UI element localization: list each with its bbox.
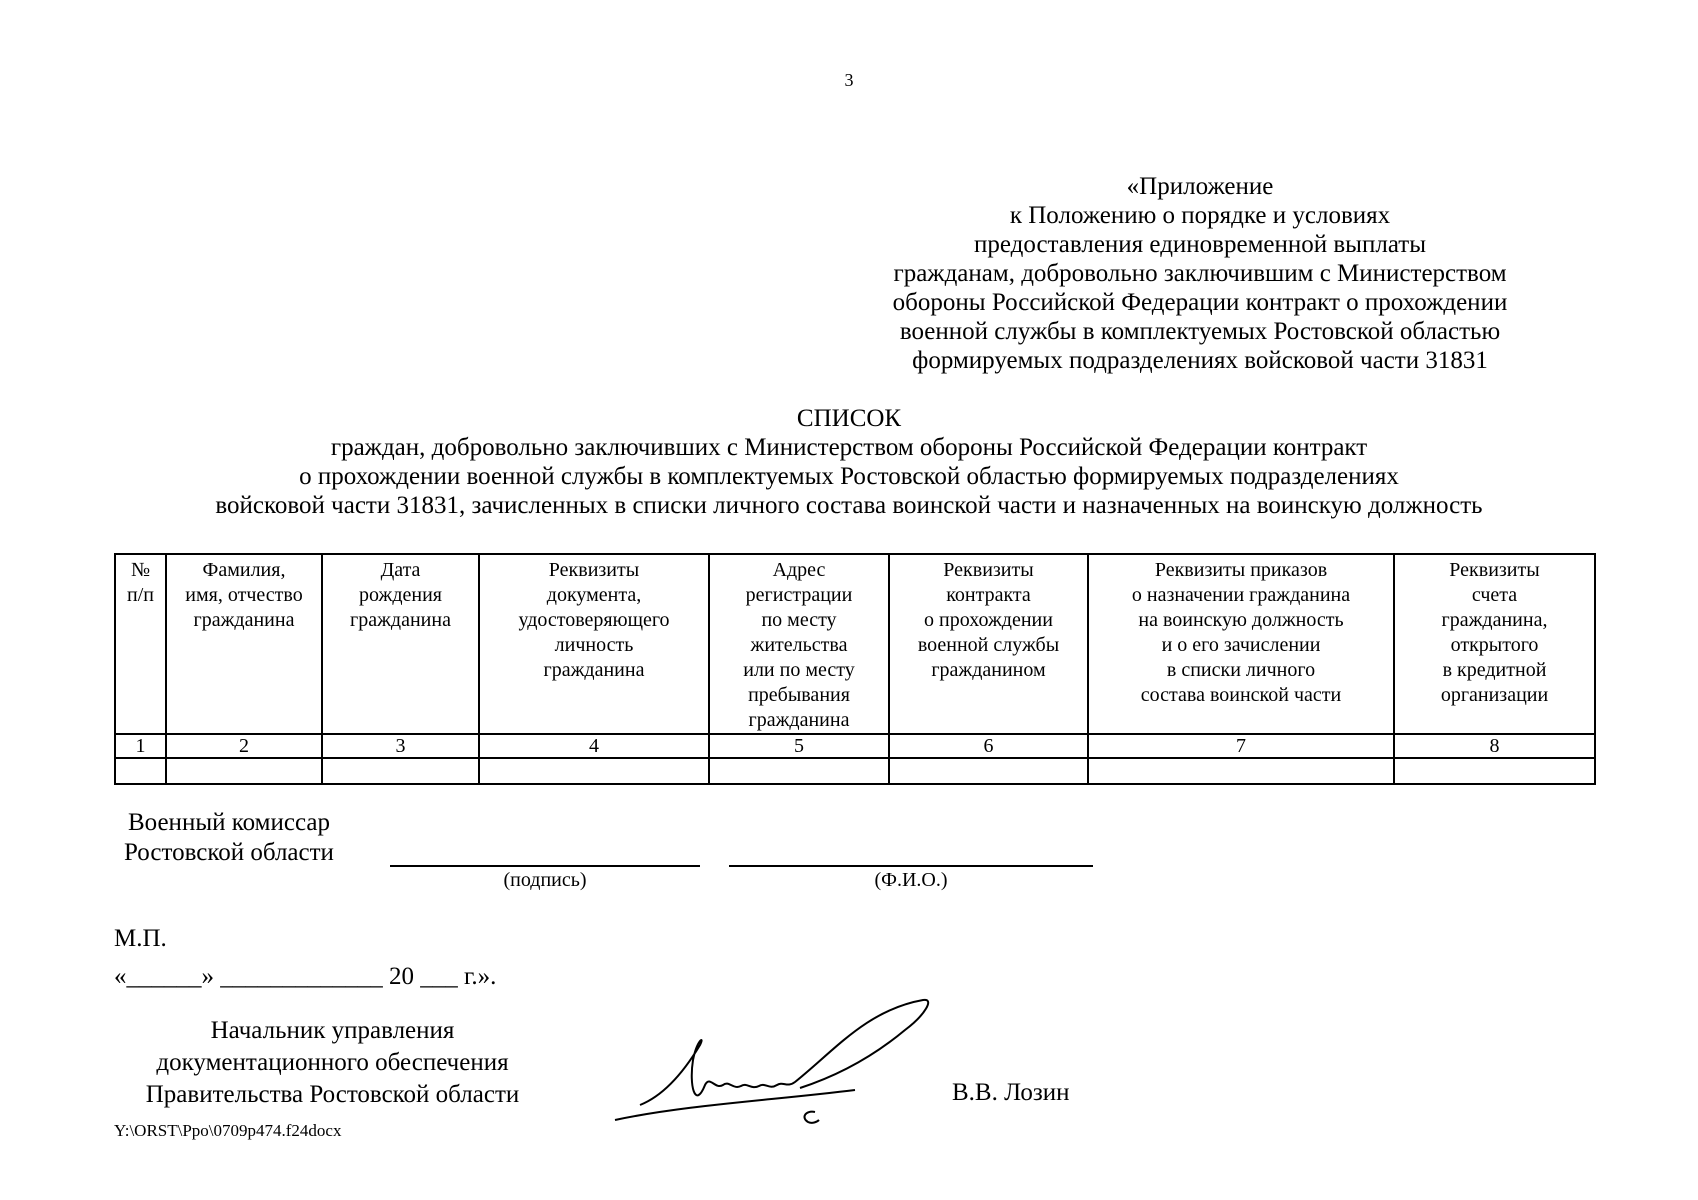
column-number: 7 — [1088, 734, 1394, 758]
header-cell — [1394, 554, 1595, 734]
name-caption: (Ф.И.О.) — [874, 869, 948, 891]
appendix-line: предоставления единовременной выплаты — [973, 231, 1427, 258]
header-line: контракта — [946, 584, 1031, 606]
appendix-line: военной службы в комплектуемых Ростовской областью — [899, 318, 1501, 345]
header-line: Реквизиты — [943, 559, 1034, 581]
list-heading — [0, 404, 1698, 520]
chief-name: В.В. Лозин — [952, 1079, 1070, 1106]
column-number: 3 — [322, 734, 479, 758]
header-line: рождения — [359, 584, 442, 606]
header-line: на воинскую должность — [1138, 609, 1344, 631]
column-number: 8 — [1394, 734, 1595, 758]
table-cell — [889, 758, 1088, 784]
header-line: Дата — [380, 559, 421, 581]
table-cell — [115, 758, 166, 784]
column-number: 4 — [479, 734, 709, 758]
citizens-table — [114, 553, 1596, 785]
table-cell — [1088, 758, 1394, 784]
header-line: пребывания — [748, 684, 850, 706]
header-line: гражданина — [543, 659, 645, 681]
header-cell — [322, 554, 479, 734]
list-title: СПИСОК — [796, 405, 902, 432]
header-cell — [1088, 554, 1394, 734]
table-header-row — [115, 554, 1595, 734]
header-line: гражданином — [931, 659, 1046, 681]
appendix-line: формируемых подразделениях войсковой части 31831 — [912, 347, 1488, 374]
chief-title-line: Правительства Ростовской области — [145, 1081, 520, 1108]
column-number: 1 — [115, 734, 166, 758]
header-line: открытого — [1450, 634, 1539, 656]
header-line: состава воинской части — [1140, 684, 1342, 706]
header-line: удостоверяющего — [518, 609, 670, 631]
table-cell — [479, 758, 709, 784]
header-line: в списки личного — [1166, 659, 1316, 681]
header-line: по месту — [761, 609, 837, 631]
stamp-label: М.П. — [114, 925, 167, 952]
table-cell — [1394, 758, 1595, 784]
signature-caption: (подпись) — [503, 869, 587, 891]
header-line: гражданина — [193, 609, 295, 631]
commissar-title-line: Военный комиссар — [127, 809, 330, 836]
stamp-and-date — [114, 920, 496, 996]
header-line: имя, отчество — [185, 584, 303, 606]
header-line: личность — [554, 634, 634, 656]
header-line: в кредитной — [1442, 659, 1547, 681]
chief-title-line: документационного обеспечения — [156, 1049, 509, 1076]
header-line: гражданина — [350, 609, 451, 631]
header-cell — [709, 554, 889, 734]
handwritten-signature — [605, 990, 945, 1140]
table-cell — [322, 758, 479, 784]
header-cell — [479, 554, 709, 734]
header-line: документа, — [546, 584, 642, 606]
header-cell — [889, 554, 1088, 734]
header-line: счета — [1471, 584, 1518, 606]
column-number-row — [115, 734, 1595, 758]
header-line: Реквизиты — [1449, 559, 1540, 581]
chief-title — [110, 1015, 555, 1111]
commissar-title-line: Ростовской области — [124, 839, 334, 866]
date-line: «______» _____________ 20 ___ г.». — [114, 963, 497, 990]
header-line: Фамилия, — [202, 559, 286, 581]
header-line: Реквизиты — [548, 559, 640, 581]
header-line: о назначении гражданина — [1131, 584, 1351, 606]
header-line: гражданина — [748, 709, 850, 731]
name-line — [729, 865, 1093, 867]
appendix-header — [840, 172, 1560, 375]
header-line: Адрес — [772, 559, 826, 581]
table-cell — [166, 758, 322, 784]
table-cell — [709, 758, 889, 784]
appendix-line: обороны Российской Федерации контракт о прохождении — [892, 289, 1508, 316]
signature-line — [390, 865, 700, 867]
list-subtitle-line: войсковой части 31831, зачисленных в списки личного состава воинской части и назначенных на воинскую должность — [215, 492, 1483, 519]
column-number: 2 — [166, 734, 322, 758]
header-line: № — [130, 559, 151, 581]
chief-title-line: Начальник управления — [210, 1017, 455, 1044]
header-line: о прохождении — [924, 609, 1053, 631]
header-cell — [166, 554, 322, 734]
column-number: 5 — [709, 734, 889, 758]
file-path: Y:\ORST\Ppo\0709p474.f24docx — [114, 1121, 342, 1140]
appendix-line: к Положению о порядке и условиях — [1009, 202, 1391, 229]
table-row — [115, 758, 1595, 784]
list-subtitle-line: о прохождении военной службы в комплектуемых Ростовской областью формируемых подразделениях — [299, 463, 1399, 490]
header-cell — [115, 554, 166, 734]
header-line: п/п — [127, 584, 154, 606]
header-line: гражданина, — [1441, 609, 1548, 631]
header-line: организации — [1440, 684, 1549, 706]
column-number: 6 — [889, 734, 1088, 758]
header-line: военной службы — [917, 634, 1060, 656]
commissar-title — [124, 808, 334, 868]
appendix-line: «Приложение — [1126, 173, 1274, 200]
list-subtitle-line: граждан, добровольно заключивших с Министерством обороны Российской Федерации контракт — [330, 434, 1368, 461]
header-line: и о его зачислении — [1161, 634, 1321, 656]
header-line: или по месту — [743, 659, 855, 681]
page-number: 3 — [844, 70, 854, 90]
header-line: жительства — [750, 634, 848, 656]
header-line: Реквизиты приказов — [1154, 559, 1328, 581]
header-line: регистрации — [745, 584, 853, 606]
appendix-line: гражданам, добровольно заключившим с Министерством — [893, 260, 1507, 287]
